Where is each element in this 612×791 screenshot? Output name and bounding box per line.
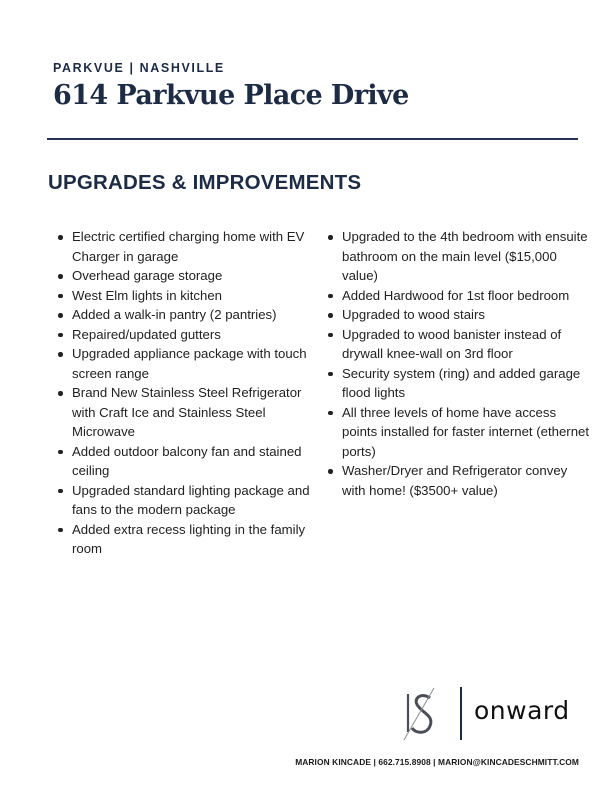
list-item-text: Brand New Stainless Steel Refrigerator with Craft Ice and Stainless Steel Microwave — [72, 385, 302, 439]
bullet-icon — [58, 313, 63, 318]
upgrades-list-right — [325, 227, 590, 500]
list-item-text: Added Hardwood for 1st floor bedroom — [342, 287, 570, 303]
list-item-text: Upgraded standard lighting package and fans to the modern package — [72, 482, 310, 517]
list-item-text: Added a walk-in pantry (2 pantries) — [72, 307, 277, 322]
bullet-icon — [328, 235, 333, 240]
list-item — [55, 481, 315, 520]
bullet-icon — [58, 235, 63, 240]
bullet-icon — [328, 294, 333, 299]
list-item-text: Security system (ring) and added garage flood lights — [342, 365, 581, 400]
list-item-text: Added outdoor balcony fan and stained ceiling — [72, 443, 302, 478]
logo-wordmark: onward — [474, 696, 570, 725]
list-item-text: All three levels of home have access points installed for faster internet (ethernet ports) — [342, 404, 590, 459]
list-item — [325, 286, 590, 306]
bullet-icon — [58, 489, 63, 494]
header-divider — [47, 138, 578, 140]
section-heading: UPGRADES & IMPROVEMENTS — [48, 171, 362, 194]
list-item — [55, 266, 315, 286]
list-item-text: Electric certified charging home with EV Charger in garage — [72, 229, 305, 264]
list-item — [55, 305, 315, 325]
list-item — [55, 442, 315, 481]
list-item — [325, 403, 590, 462]
list-item — [325, 461, 590, 500]
list-item — [55, 286, 315, 306]
bullet-icon — [328, 411, 333, 416]
bullet-icon — [58, 528, 63, 533]
bullet-icon — [328, 333, 333, 338]
bullet-icon — [58, 352, 63, 357]
location-eyebrow: PARKVUE | NASHVILLE — [53, 61, 225, 75]
logo-divider — [460, 687, 462, 740]
list-item-text: Upgraded appliance package with touch screen range — [72, 346, 307, 381]
list-item — [55, 383, 315, 442]
list-item — [55, 325, 315, 345]
list-item-text: Washer/Dryer and Refrigerator convey with home! ($3500+ value) — [342, 463, 568, 498]
agent-contact-footer: MARION KINCADE | 662.715.8908 | MARION@KINCADESCHMITT.COM — [295, 757, 579, 767]
bullet-icon — [58, 450, 63, 455]
list-item-text: Overhead garage storage — [72, 268, 223, 283]
bullet-icon — [328, 469, 333, 474]
brand-logo — [400, 684, 590, 744]
list-item — [55, 227, 315, 266]
list-item — [325, 325, 590, 364]
property-title: 614 Parkvue Place Drive — [53, 80, 409, 111]
list-item-text: Repaired/updated gutters — [72, 326, 221, 342]
list-item — [325, 227, 590, 286]
list-item — [55, 344, 315, 383]
list-item-text: Added extra recess lighting in the family room — [72, 521, 306, 556]
bullet-icon — [58, 294, 63, 299]
upgrades-list-left — [55, 227, 315, 559]
list-item-text: Upgraded to wood banister instead of drywall knee-wall on 3rd floor — [342, 326, 562, 361]
list-item — [325, 364, 590, 403]
bullet-icon — [58, 333, 63, 338]
list-item-text: Upgraded to wood stairs — [342, 307, 485, 322]
list-item-text: West Elm lights in kitchen — [72, 287, 223, 303]
bullet-icon — [58, 274, 63, 279]
list-item — [55, 520, 315, 559]
list-item — [325, 305, 590, 325]
bullet-icon — [328, 372, 333, 377]
bullet-icon — [58, 391, 63, 396]
ks-monogram-icon — [400, 684, 445, 744]
bullet-icon — [328, 313, 333, 318]
list-item-text: Upgraded to the 4th bedroom with ensuite bathroom on the main level ($15,000 value) — [342, 229, 588, 283]
